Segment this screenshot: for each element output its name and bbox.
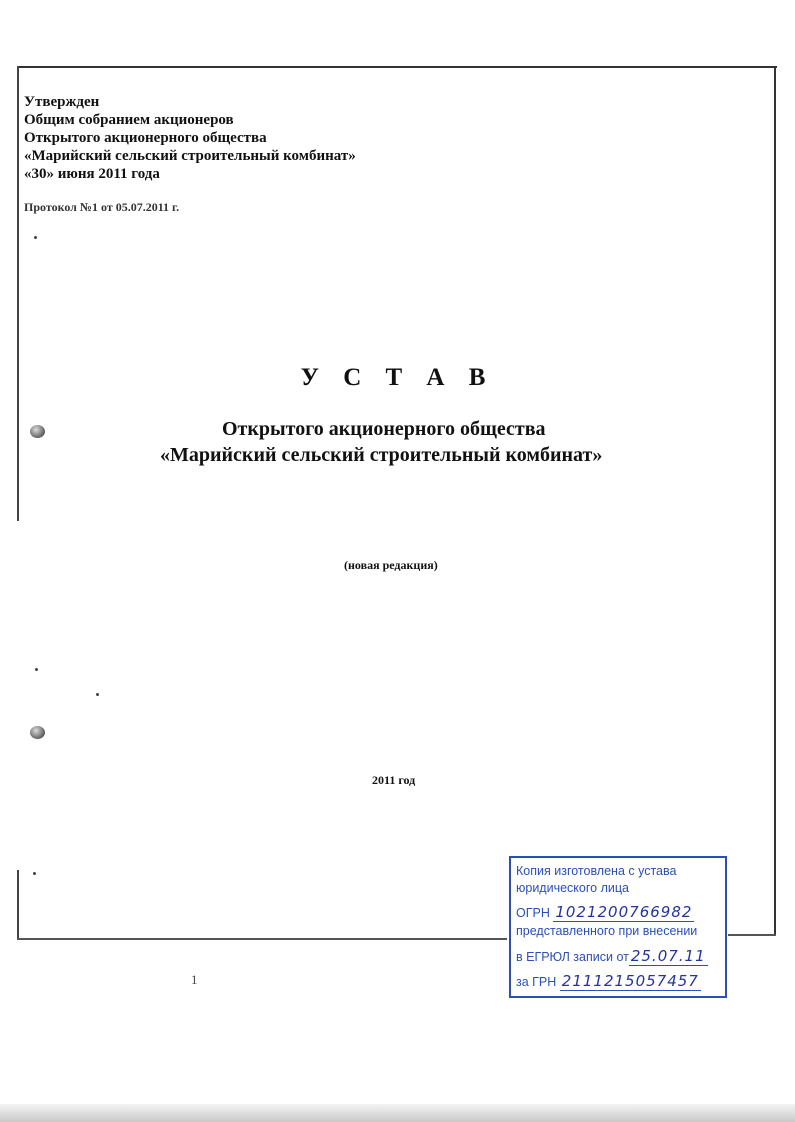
approval-line-4: «Марийский сельский строительный комбинат» xyxy=(24,148,356,164)
subtitle-line-2: «Марийский сельский строительный комбинат» xyxy=(160,444,603,466)
scan-speck xyxy=(34,236,37,239)
scan-speck xyxy=(35,668,38,671)
stamp-egrul-label: в ЕГРЮЛ записи от xyxy=(516,950,629,964)
copy-stamp xyxy=(509,856,727,998)
year-label: 2011 год xyxy=(372,773,416,787)
approval-line-2: Общим собранием акционеров xyxy=(24,112,234,128)
frame-left-border-lower xyxy=(17,870,19,940)
edition-note: (новая редакция) xyxy=(344,558,438,572)
approval-line-1: Утвержден xyxy=(24,94,100,110)
frame-right-border xyxy=(774,66,776,936)
frame-top-border xyxy=(17,66,777,68)
stamp-line-4: представленного при внесении xyxy=(516,924,698,938)
stamp-grn-label: за ГРН xyxy=(516,975,557,989)
stamp-grn-row xyxy=(516,972,701,990)
frame-bottom-border xyxy=(17,938,507,940)
stamp-line-1: Копия изготовлена с устава xyxy=(516,864,677,878)
subtitle-line-1: Открытого акционерного общества xyxy=(222,418,546,440)
stamp-ogrn-value: 1021200766982 xyxy=(555,903,693,921)
punch-hole-mark xyxy=(30,726,45,739)
stamp-line-2: юридического лица xyxy=(516,881,629,895)
approval-line-5: «30» июня 2011 года xyxy=(24,166,160,182)
document-title: У С Т А В xyxy=(300,364,495,391)
stamp-ogrn-row xyxy=(516,903,694,921)
scan-speck xyxy=(33,872,36,875)
protocol-note: Протокол №1 от 05.07.2011 г. xyxy=(24,200,180,214)
approval-block xyxy=(24,93,356,183)
stamp-egrul-date: 25.07.11 xyxy=(630,947,706,965)
scan-speck xyxy=(96,693,99,696)
punch-hole-mark xyxy=(30,425,45,438)
stamp-grn-value: 2111215057457 xyxy=(561,972,699,990)
scan-bottom-edge xyxy=(0,1104,795,1122)
frame-bottom-border-right xyxy=(728,934,776,936)
stamp-egrul-row xyxy=(516,947,708,965)
page-number: 1 xyxy=(191,972,198,987)
frame-left-border xyxy=(17,66,19,521)
approval-line-3: Открытого акционерного общества xyxy=(24,130,267,146)
stamp-ogrn-label: ОГРН xyxy=(516,906,550,920)
